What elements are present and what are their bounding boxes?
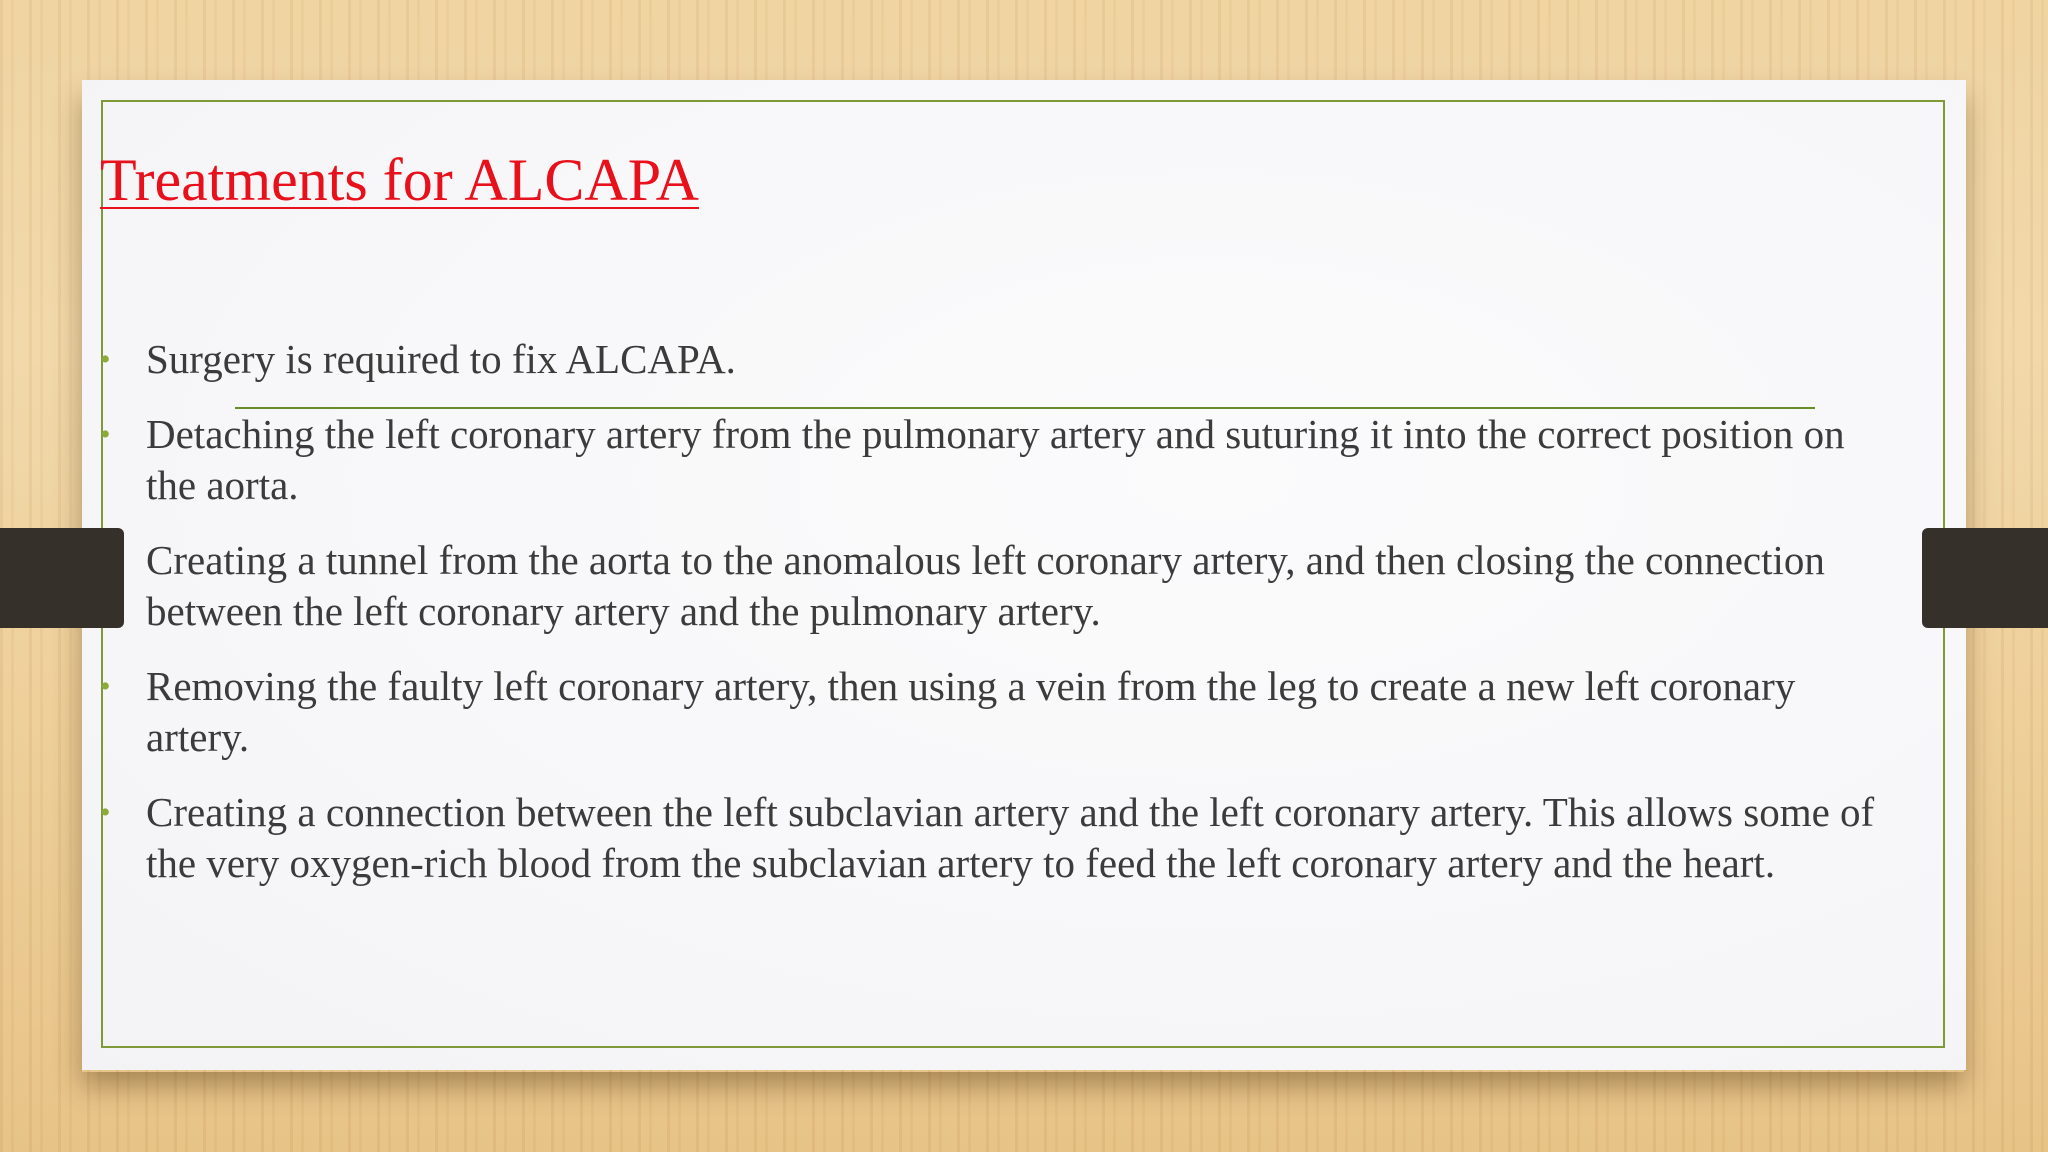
- slide-title: Treatments for ALCAPA: [100, 147, 699, 213]
- bullet-list: [100, 334, 1886, 913]
- binder-clip-right: [1922, 528, 2048, 628]
- bullet-item: [100, 409, 1886, 511]
- bullet-text: Creating a connection between the left subclavian artery and the left coronary artery. This allows some of the very oxygen-rich blood from the subclavian artery to feed the left coronary artery and the heart.: [146, 789, 1875, 886]
- bullet-item: [100, 787, 1886, 889]
- bullet-dot-icon: •: [100, 343, 111, 376]
- binder-clip-left: [0, 528, 124, 628]
- bullet-dot-icon: •: [100, 418, 111, 451]
- bullet-item: [146, 535, 1886, 637]
- bullet-text: Surgery is required to fix ALCAPA.: [146, 336, 736, 382]
- bullet-dot-icon: •: [100, 670, 111, 703]
- bullet-item: [100, 334, 1886, 385]
- bullet-dot-icon: •: [100, 796, 111, 829]
- bullet-text: Detaching the left coronary artery from the pulmonary artery and suturing it into the correct position on the aorta.: [146, 411, 1845, 508]
- bullet-text: Creating a tunnel from the aorta to the anomalous left coronary artery, and then closing the connection between the left coronary artery and the pulmonary artery.: [146, 537, 1825, 634]
- bullet-item: [100, 661, 1886, 763]
- bullet-text: Removing the faulty left coronary artery, then using a vein from the leg to create a new left coronary artery.: [146, 663, 1796, 760]
